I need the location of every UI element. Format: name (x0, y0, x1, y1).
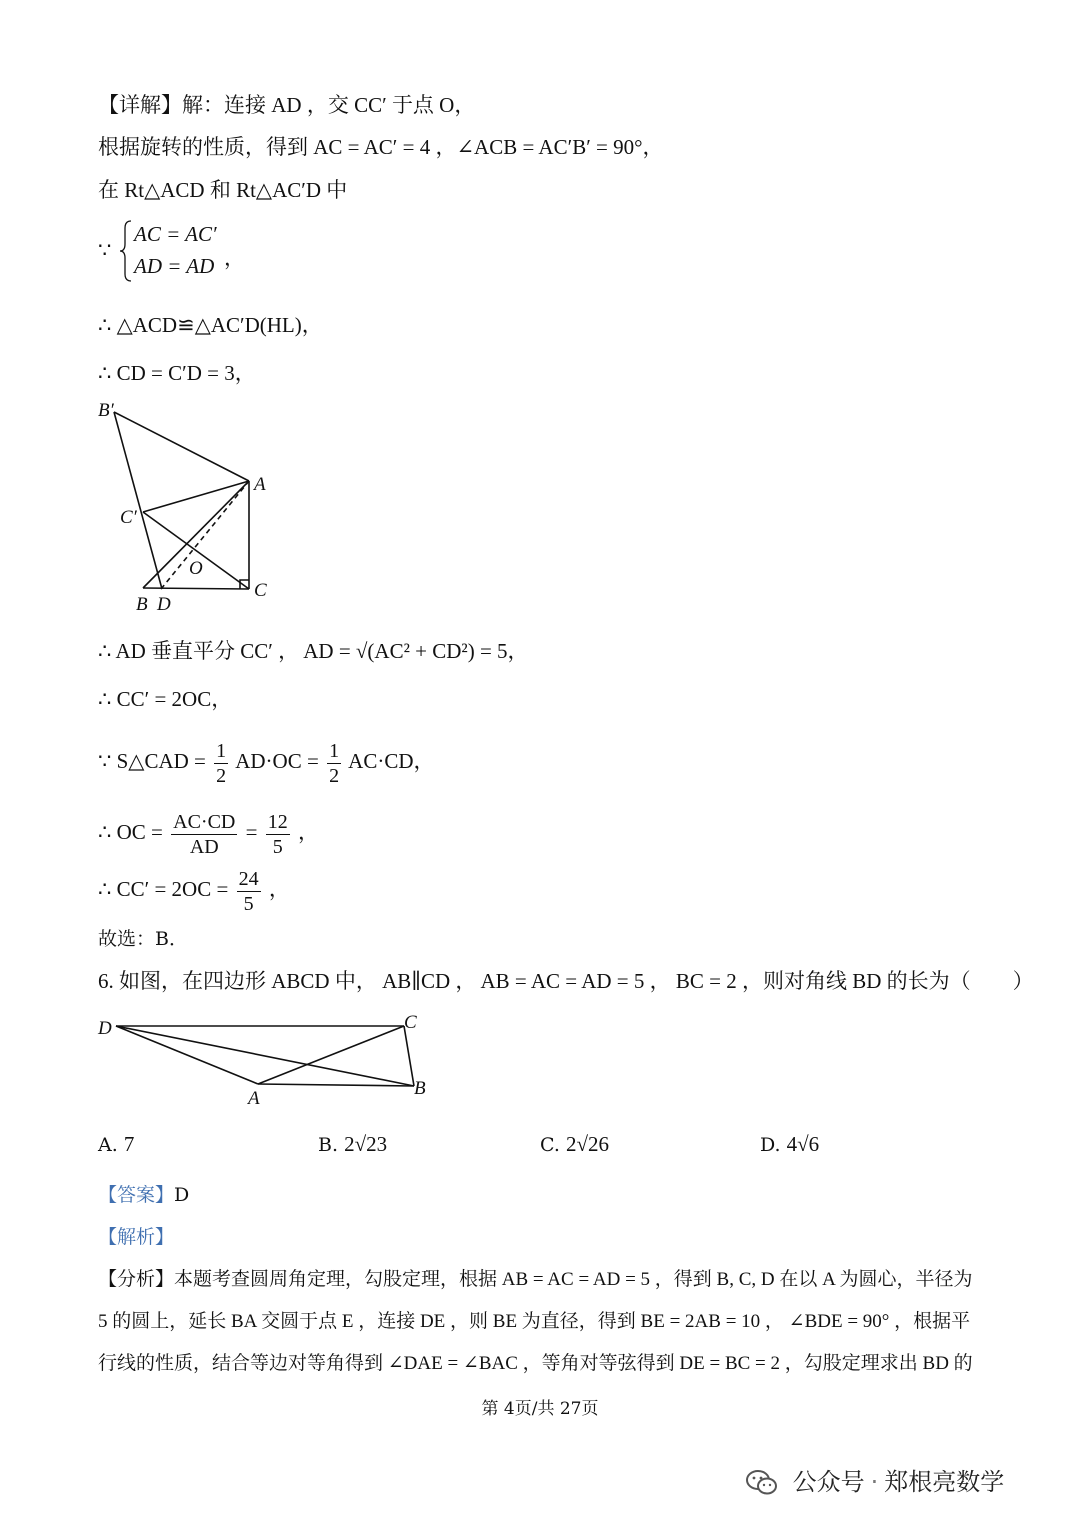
equation-system (98, 220, 298, 286)
choice-d[interactable] (760, 1132, 819, 1157)
area-end: AC·CD， (348, 749, 435, 773)
congruence-line: ∴ △ACD≌△AC′D(HL)， (98, 313, 323, 337)
numerator: 12 (267, 810, 288, 833)
denominator: 2 (329, 764, 340, 787)
cc-prefix: ∴ CC′ = 2OC = (98, 877, 229, 901)
label-b-prime: B′ (98, 400, 114, 421)
area-prefix: ∵ S△CAD = (98, 749, 206, 773)
oc-end: ， (297, 820, 319, 844)
numerator: 1 (216, 739, 227, 762)
numerator: 1 (329, 739, 340, 762)
choice-letter: B. (318, 1134, 339, 1156)
choice-b[interactable] (318, 1132, 387, 1157)
label-b: B (414, 1078, 426, 1099)
denominator: AD (189, 835, 219, 858)
choice-value: 2√23 (344, 1132, 388, 1156)
oc-eq: = (245, 820, 258, 844)
label-d: D (98, 1018, 112, 1039)
right-triangle-line: 在 Rt△ACD 和 Rt△AC′D 中 (98, 178, 348, 202)
figure-rotation (90, 392, 290, 622)
analysis-line-2: 5 的圆上，延长 BA 交圆于点 E ，连接 DE ，则 BE 为直径，得到 BE = 2AB = 10 ， ∠BDE = 90° ，根据平 (98, 1311, 971, 1332)
label-o: O (189, 558, 203, 579)
wechat-icon (745, 1469, 779, 1497)
watermark-prefix: 公众号 (792, 1468, 865, 1496)
solution-intro-line: 【详解】解：连接 AD ，交 CC′ 于点 O， (98, 93, 476, 117)
system-comma: ， (224, 246, 245, 270)
page-footer: 第 4页/共 27页 (481, 1399, 599, 1419)
choice-value: 4√6 (786, 1132, 820, 1156)
label-a: A (248, 1088, 260, 1109)
label-c-prime: C′ (120, 507, 137, 528)
fraction-12-5 (266, 810, 290, 859)
choice-value: 7 (123, 1132, 135, 1156)
fraction-oc (171, 810, 237, 859)
numerator: 24 (238, 867, 259, 890)
cc-result-line (98, 862, 290, 916)
label-b: B (136, 594, 148, 615)
choice-value: 2√26 (565, 1132, 609, 1156)
area-equation-line (98, 734, 435, 788)
oc-equation-line (98, 805, 319, 859)
label-d: D (157, 594, 171, 615)
cc-prime-line: ∴ CC′ = 2OC， (98, 687, 233, 711)
answer-value: D (174, 1184, 190, 1206)
fraction-half-1 (214, 739, 228, 788)
analysis-tag: 【解析】 (98, 1226, 175, 1248)
choice-letter: D. (760, 1134, 781, 1156)
choice-letter: A. (98, 1134, 118, 1156)
label-a: A (254, 474, 266, 495)
denominator: 5 (272, 835, 283, 858)
fraction-24-5 (237, 867, 261, 916)
analysis-line-3: 行线的性质，结合等边对等角得到 ∠DAE = ∠BAC ，等角对等弦得到 DE = BC = 2 ，勾股定理求出 BD 的 (98, 1353, 973, 1374)
brace-icon (120, 220, 132, 282)
oc-prefix: ∴ OC = (98, 820, 163, 844)
perpendicular-bisector-line: ∴ AD 垂直平分 CC′ ， AD = √(AC² + CD²) = 5， (98, 639, 529, 663)
numerator: AC·CD (173, 810, 236, 833)
answer-line (98, 1182, 189, 1208)
figure-quadrilateral (92, 1008, 442, 1112)
choice-c[interactable] (540, 1132, 609, 1157)
cd-length-line: ∴ CD = C′D = 3， (98, 361, 256, 385)
label-c: C (404, 1012, 417, 1033)
system-eq-1: AC = AC′ (134, 222, 217, 246)
question-6: 6. 如图，在四边形 ABCD 中， AB∥CD ， AB = AC = AD = 5 ， BC = 2 ，则对角线 BD 的长为（ ） (98, 969, 1034, 993)
area-mid: AD·OC = (235, 749, 319, 773)
system-eq-2: AD = AD (134, 254, 215, 278)
denominator: 5 (243, 892, 254, 915)
choice-letter: C. (540, 1134, 560, 1156)
because-symbol: ∵ (98, 238, 112, 262)
watermark-name: 郑根亮数学 (884, 1468, 1005, 1496)
choice-a[interactable] (98, 1132, 134, 1157)
rotation-property-line: 根据旋转的性质，得到 AC = AC′ = 4 ，∠ACB = AC′B′ = 90°， (98, 135, 664, 159)
cc-end: ， (268, 877, 290, 901)
watermark (745, 1462, 1004, 1497)
fraction-half-2 (327, 739, 341, 788)
analysis-line-1: 【分析】本题考查圆周角定理，勾股定理，根据 AB = AC = AD = 5 ，得到 B, C, D 在以 A 为圆心，半径为 (98, 1269, 973, 1290)
label-c: C (254, 580, 267, 601)
watermark-dot: · (870, 1468, 879, 1496)
denominator: 2 (216, 764, 227, 787)
choose-line: 故选：B． (98, 928, 188, 950)
answer-tag: 【答案】 (98, 1184, 175, 1206)
